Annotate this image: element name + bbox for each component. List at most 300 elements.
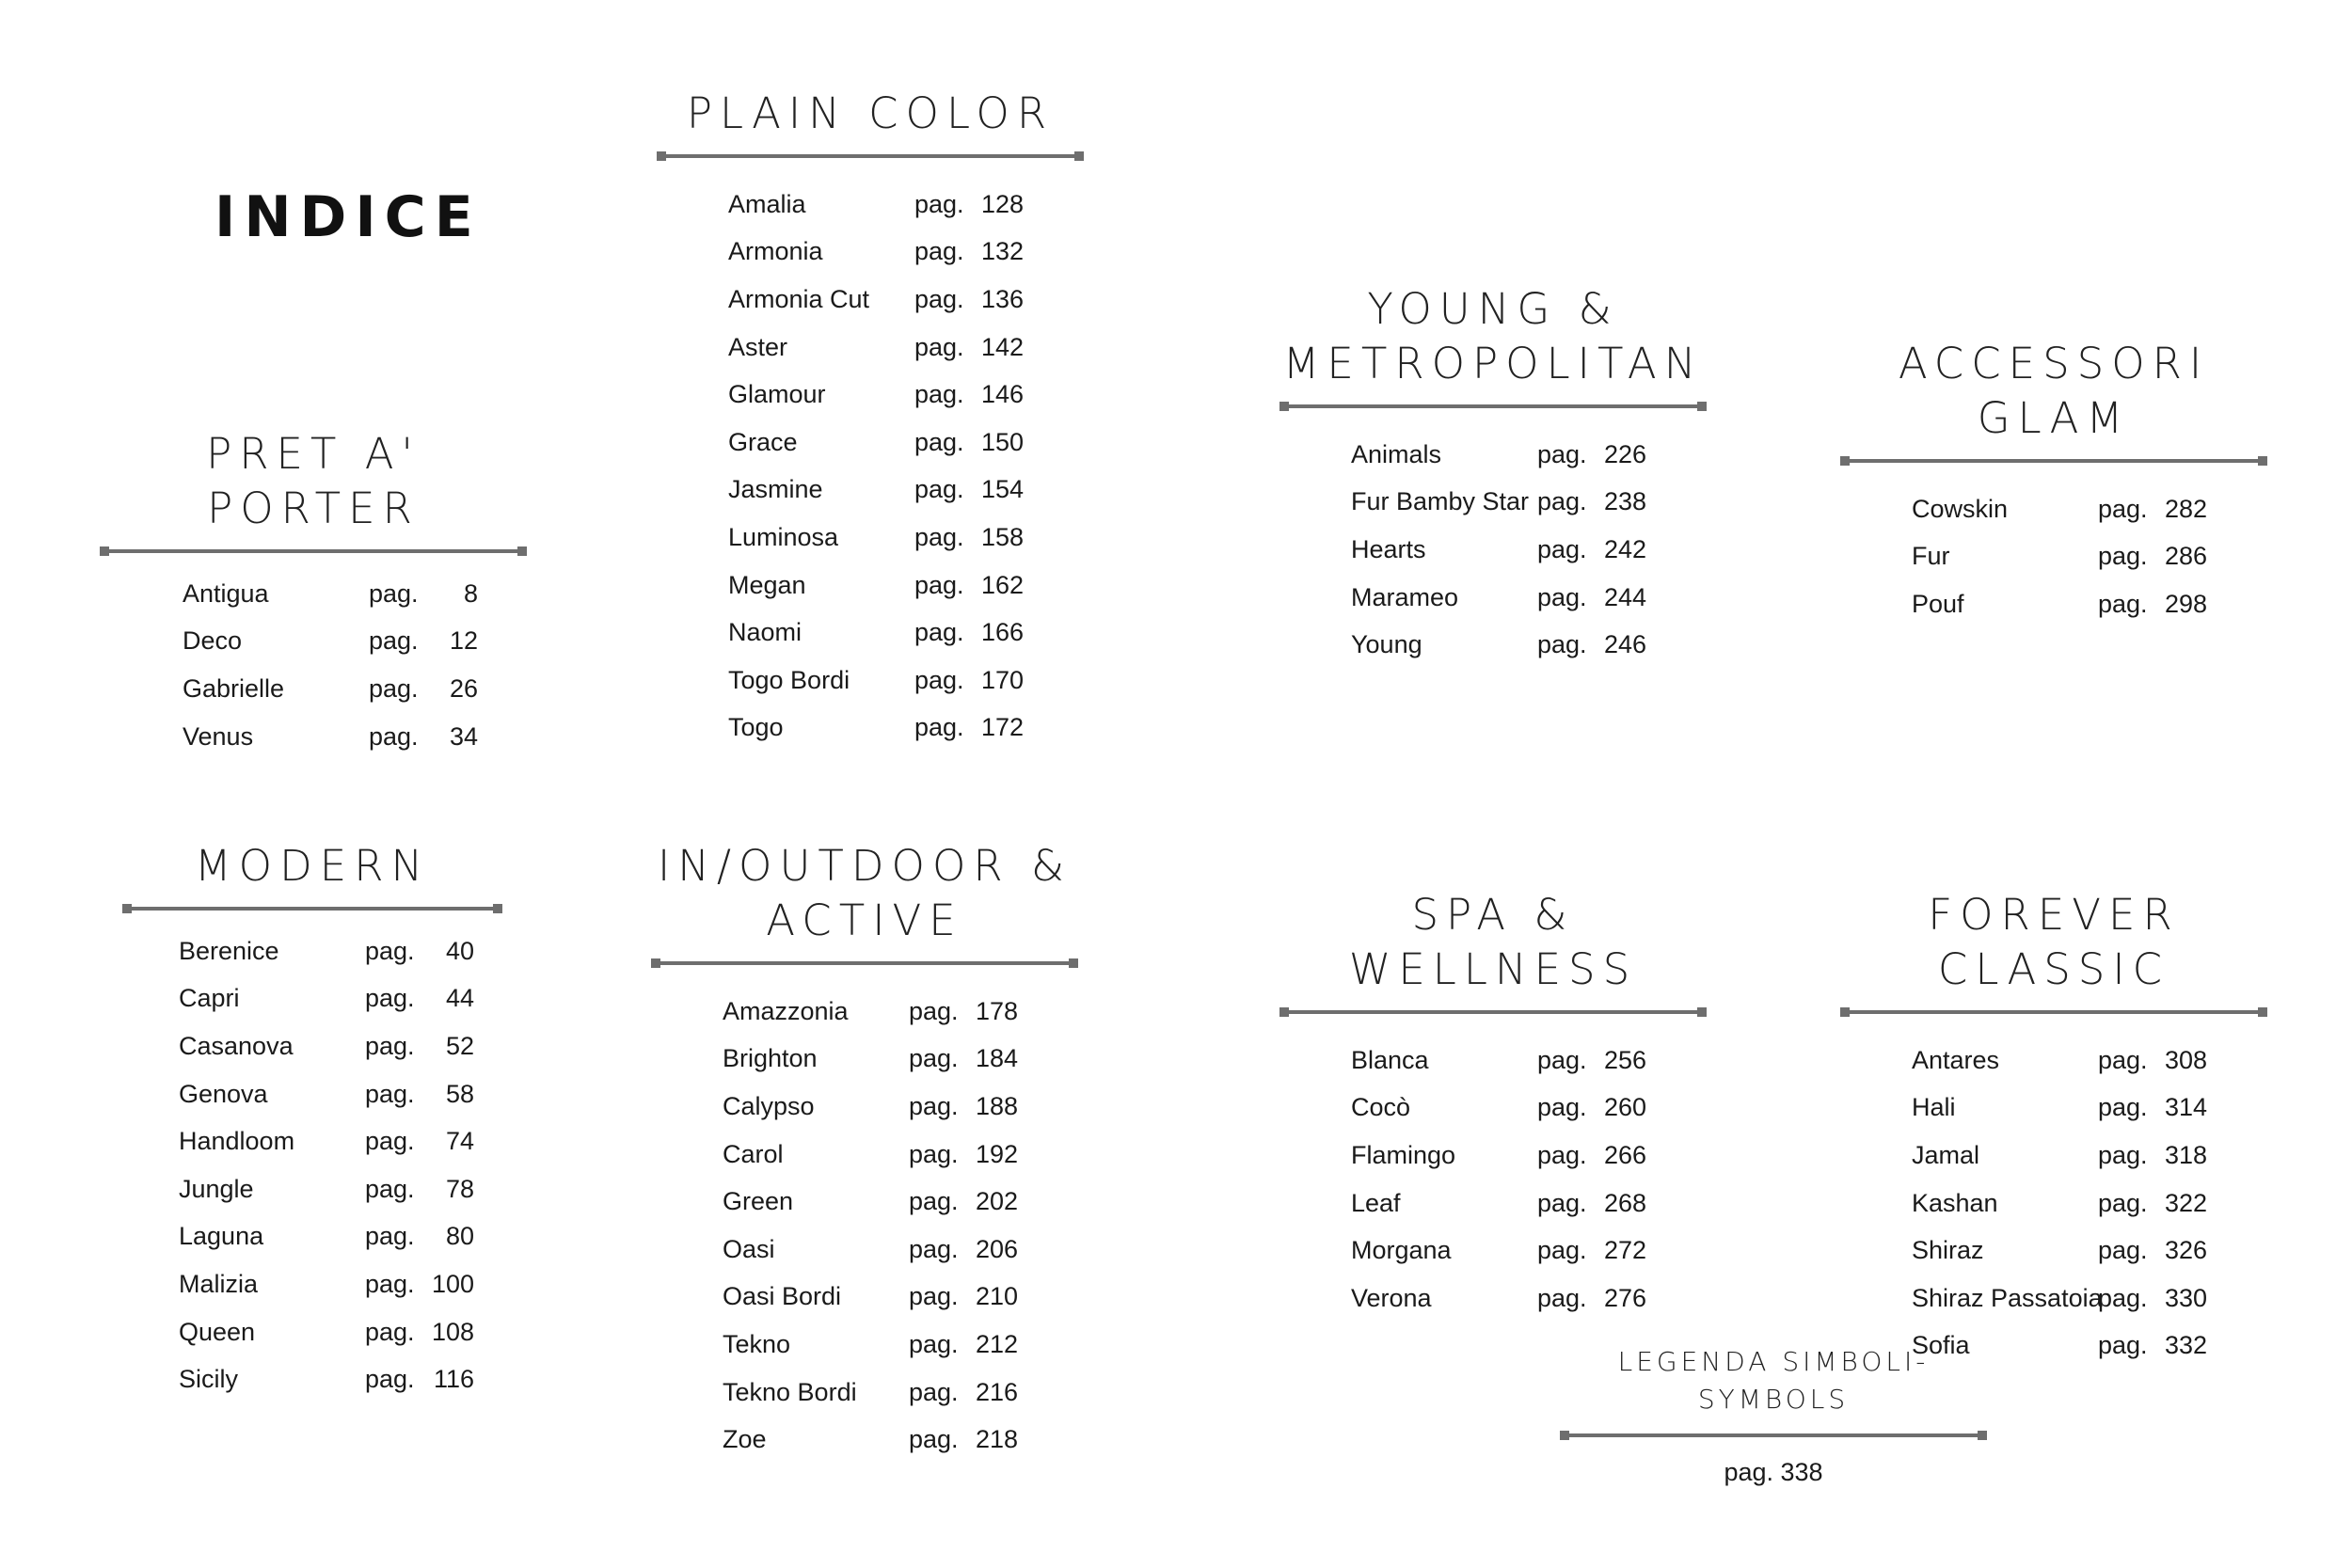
entry-name: Glamour [728,380,826,409]
entry-page [914,475,1024,504]
entry-name: Aster [728,332,788,361]
page-prefix: pag. [2098,1331,2148,1360]
page-prefix: pag. [2098,1093,2148,1122]
entry-list [659,181,1082,752]
entry-page [1537,1189,1646,1218]
index-entry [179,1117,501,1165]
page-number: 260 [1603,1093,1646,1122]
index-entry [1912,1037,2265,1085]
index-entry [1912,485,2265,533]
page-number: 276 [1603,1283,1646,1312]
index-entry [1912,1132,2265,1180]
page-number: 188 [975,1091,1018,1120]
page-number: 162 [980,570,1024,599]
section-pret-a-porter [102,427,525,760]
entry-name: Green [723,1187,794,1216]
page-number: 244 [1603,582,1646,611]
entry-name: Fur Bamby Star [1351,487,1530,516]
page-prefix: pag. [365,984,415,1013]
entry-name: Jasmine [728,475,823,504]
page-prefix: pag. [365,1031,415,1060]
section-divider [1562,1433,1985,1437]
page-number: 210 [975,1282,1018,1311]
page-number: 202 [975,1187,1018,1216]
page-prefix: pag. [1537,630,1587,659]
entry-name: Venus [183,721,254,751]
entry-page [1537,630,1646,659]
section-title: ACCESSORI GLAM [1898,339,2210,443]
section-title-line-1: IN/OUTDOOR & [657,841,1073,891]
page-prefix: pag. [365,1174,415,1203]
entry-page [914,666,1024,695]
page-prefix: pag. [2098,1140,2148,1169]
index-entry [1351,431,1705,479]
index-entry [183,618,525,666]
page-prefix: pag. [1537,487,1587,516]
page-number: 58 [445,1079,474,1108]
page-number: 12 [449,626,478,656]
page-number: 128 [980,189,1024,218]
index-entry [728,276,1082,324]
entry-name: Grace [728,427,798,456]
index-entry [1351,1037,1705,1085]
index-entry [723,1178,1076,1226]
section-divider [1842,459,2265,463]
page-prefix: pag. [909,1425,959,1454]
page-prefix: pag. [909,1234,959,1263]
page-prefix: pag. [1537,534,1587,563]
entry-page [2098,1046,2207,1075]
index-entry [1912,1180,2265,1227]
entry-name: Capri [179,984,240,1013]
index-entry [723,1226,1076,1274]
index-entry [728,419,1082,467]
page-prefix: pag. [914,237,964,266]
page-prefix: pag. [914,380,964,409]
page-prefix: pag. [909,1139,959,1168]
entry-page [909,997,1018,1026]
page-number: 212 [975,1329,1018,1358]
entry-page [365,1127,474,1156]
entry-name: Morgana [1351,1236,1452,1265]
entry-page [1537,1093,1646,1122]
page-number: 268 [1603,1188,1646,1217]
entry-name: Luminosa [728,522,839,551]
entry-page [909,1425,1018,1454]
entry-page [914,713,1024,742]
page-prefix: pag. [365,1365,415,1394]
page-prefix: pag. [909,1329,959,1358]
entry-name: Shiraz Passatoia [1912,1283,2103,1312]
page-prefix: pag. [914,332,964,361]
page-prefix: pag. [1537,439,1587,468]
entry-name: Cowskin [1912,494,2009,523]
entry-name: Amalia [728,189,806,218]
section-divider [1281,1010,1705,1014]
index-entry [179,1070,501,1118]
section-title-line-1: YOUNG & [1367,284,1619,334]
index-entry [728,324,1082,372]
entry-page [1537,1141,1646,1170]
entry-page [2098,542,2207,571]
page-prefix: pag. [2098,494,2148,523]
entry-page [1537,440,1646,469]
entry-page [369,626,478,656]
entry-page [914,285,1024,314]
entry-list [1842,1037,2265,1370]
page-prefix: pag. [365,1269,415,1298]
entry-name: Megan [728,570,806,599]
index-entry [1351,621,1705,669]
entry-name: Malizia [179,1269,259,1298]
page-prefix: pag. [914,189,964,218]
entry-page [365,1175,474,1204]
index-entry [1351,1275,1705,1323]
page-prefix: pag. [914,713,964,742]
page-number: 266 [1603,1140,1646,1169]
page-number: 314 [2164,1093,2207,1122]
page-number: 184 [975,1044,1018,1073]
section-modern [124,839,501,1403]
entry-name: Antigua [183,578,269,608]
page-number: 150 [980,427,1024,456]
page-number: 8 [463,578,478,608]
index-entry [1912,533,2265,581]
index-entry [723,1083,1076,1131]
index-entry [723,1274,1076,1322]
page-prefix: pag. [365,1222,415,1251]
page-number: 218 [975,1425,1018,1454]
entry-name: Sicily [179,1365,239,1394]
page-prefix: pag. [1537,1140,1587,1169]
entry-page [914,237,1024,266]
page-number: 108 [431,1317,474,1346]
entry-page [2098,1236,2207,1265]
entry-name: Kashan [1912,1188,1998,1217]
index-entry [723,988,1076,1036]
entry-page [365,1318,474,1347]
page-number: 34 [449,721,478,751]
page-prefix: pag. [914,522,964,551]
page-prefix: pag. [369,626,419,656]
legend-page: pag. 338 [1724,1458,1823,1486]
entry-name: Marameo [1351,582,1459,611]
page-number: 158 [980,522,1024,551]
entry-name: Tekno [723,1329,791,1358]
page-prefix: pag. [365,1127,415,1156]
page-number: 332 [2164,1331,2207,1360]
entry-name: Brighton [723,1044,818,1073]
entry-name: Hearts [1351,534,1426,563]
entry-name: Shiraz [1912,1236,1984,1265]
page-number: 136 [980,284,1024,313]
entry-page [914,428,1024,457]
index-entry [183,665,525,713]
entry-page [2098,495,2207,524]
page-prefix: pag. [914,665,964,694]
entry-list [124,927,501,1403]
entry-name: Sofia [1912,1331,1970,1360]
section-title-line-2: ACTIVE [766,895,963,945]
index-entry [1351,1085,1705,1132]
entry-page [2098,1189,2207,1218]
page-number: 318 [2164,1140,2207,1169]
section-in-outdoor-active [653,839,1076,1464]
page-prefix: pag. [909,996,959,1025]
entry-page [365,1080,474,1109]
index-entry [179,1213,501,1261]
entry-name: Gabrielle [183,673,285,703]
page-number: 132 [980,237,1024,266]
page-number: 242 [1603,534,1646,563]
entry-name: Animals [1351,439,1442,468]
entry-name: Antares [1912,1045,2000,1074]
page-prefix: pag. [369,721,419,751]
index-entry [183,713,525,761]
entry-page [1537,583,1646,612]
entry-name: Jamal [1912,1140,1980,1169]
entry-page [909,1235,1018,1264]
page-number: 326 [2164,1236,2207,1265]
page-prefix: pag. [909,1091,959,1120]
page-prefix: pag. [909,1377,959,1406]
section-spa-wellness [1281,888,1705,1323]
page-prefix: pag. [914,475,964,504]
section-young-metropolitan [1281,282,1705,669]
index-entry [728,609,1082,657]
entry-page [369,722,478,752]
index-entry [179,1165,501,1213]
page-number: 216 [975,1377,1018,1406]
index-entry [723,1321,1076,1369]
page-prefix: pag. [2098,542,2148,571]
entry-page [2098,1284,2207,1313]
page-number: 40 [445,936,474,965]
entry-name: Calypso [723,1091,815,1120]
entry-page [914,380,1024,409]
entry-page [2098,1331,2207,1360]
entry-name: Casanova [179,1031,294,1060]
page-number: 26 [449,673,478,703]
page-prefix: pag. [2098,1045,2148,1074]
entry-page [1537,1046,1646,1075]
entry-name: Berenice [179,936,279,965]
index-entry [723,1036,1076,1084]
page-number: 166 [980,618,1024,647]
page-prefix: pag. [914,427,964,456]
section-title: FOREVER CLASSIC [1928,890,2180,994]
index-entry [728,181,1082,229]
entry-name: Hali [1912,1093,1956,1122]
section-divider [124,907,501,911]
page-prefix: pag. [1537,1283,1587,1312]
section-divider [653,961,1076,965]
entry-page [909,1282,1018,1311]
index-entry [1351,1180,1705,1227]
entry-name: Tekno Bordi [723,1377,857,1406]
section-title: MODERN [194,841,431,891]
page-number: 116 [433,1365,474,1394]
page-number: 282 [2164,494,2207,523]
page-prefix: pag. [909,1044,959,1073]
index-entry [728,514,1082,562]
entry-page [365,1222,474,1251]
entry-name: Queen [179,1317,256,1346]
index-entry [179,1260,501,1308]
page-number: 322 [2164,1188,2207,1217]
entry-list [1281,431,1705,669]
entry-name: Togo Bordi [728,665,850,694]
section-divider [1842,1010,2265,1014]
index-entry [728,371,1082,419]
entry-page [914,523,1024,552]
entry-name: Oasi [723,1234,775,1263]
index-entry [1912,1085,2265,1132]
page-prefix: pag. [365,1317,415,1346]
section-title-line-2: METROPOLITAN [1282,339,1704,388]
index-entry [179,1355,501,1403]
legend-title: LEGENDA SIMBOLI-SYMBOLS [1617,1346,1930,1415]
page-number: 142 [980,332,1024,361]
entry-page [1537,535,1646,564]
entry-list [1281,1037,1705,1323]
entry-page [1537,1284,1646,1313]
page-number: 80 [445,1222,474,1251]
entry-name: Fur [1912,542,1950,571]
entry-list [1842,485,2265,628]
page-prefix: pag. [369,673,419,703]
entry-page [365,937,474,966]
entry-page [365,1270,474,1299]
entry-page [909,1044,1018,1073]
entry-page [909,1330,1018,1359]
page-prefix: pag. [2098,1283,2148,1312]
page-prefix: pag. [1537,582,1587,611]
index-entry [179,1308,501,1356]
page-prefix: pag. [914,570,964,599]
page-number: 100 [431,1269,474,1298]
page-prefix: pag. [909,1187,959,1216]
section-divider [659,154,1082,158]
index-entry [723,1369,1076,1417]
entry-name: Flamingo [1351,1140,1456,1169]
entry-page [909,1092,1018,1121]
section-title: SPA & WELLNESS [1348,890,1638,994]
entry-name: Genova [179,1079,268,1108]
section-title: PRET A' PORTER [206,429,421,533]
entry-name: Handloom [179,1127,295,1156]
entry-name: Cocò [1351,1093,1411,1122]
page-number: 256 [1603,1045,1646,1074]
entry-name: Carol [723,1139,784,1168]
section-divider [102,549,525,553]
index-entry [1912,1227,2265,1275]
entry-page [1537,1236,1646,1265]
entry-page [365,984,474,1013]
entry-name: Zoe [723,1425,767,1454]
entry-name: Oasi Bordi [723,1282,842,1311]
page-number: 226 [1603,439,1646,468]
section-divider [1281,404,1705,408]
page-prefix: pag. [1537,1188,1587,1217]
entry-page [909,1140,1018,1169]
page-prefix: pag. [914,284,964,313]
section-legenda [1562,1343,1985,1487]
page-prefix: pag. [909,1282,959,1311]
entry-page [365,1032,474,1061]
entry-name: Young [1351,630,1422,659]
page-number: 272 [1603,1236,1646,1265]
entry-name: Verona [1351,1283,1432,1312]
entry-page [369,579,478,609]
section-title: PLAIN COLOR [686,88,1055,138]
entry-name: Naomi [728,618,803,647]
entry-name: Togo [728,713,784,742]
page-number: 52 [445,1031,474,1060]
section-forever-classic [1842,888,2265,1370]
page-prefix: pag. [1537,1236,1587,1265]
page-prefix: pag. [365,936,415,965]
page-prefix: pag. [914,618,964,647]
page-prefix: pag. [365,1079,415,1108]
section-accessori-glam [1842,337,2265,628]
entry-name: Laguna [179,1222,264,1251]
page-prefix: pag. [2098,589,2148,618]
entry-page [369,674,478,704]
page-number: 178 [975,996,1018,1025]
entry-page [914,333,1024,362]
page-number: 298 [2164,589,2207,618]
entry-page [914,571,1024,600]
index-entry [179,1022,501,1070]
entry-name: Jungle [179,1174,254,1203]
index-entry [728,657,1082,705]
entry-name: Armonia Cut [728,284,870,313]
page-prefix: pag. [1537,1093,1587,1122]
entry-page [909,1378,1018,1407]
index-entry [1351,1227,1705,1275]
entry-name: Amazzonia [723,996,849,1025]
entry-name: Blanca [1351,1045,1429,1074]
index-entry [723,1131,1076,1179]
page-number: 154 [980,475,1024,504]
index-entry [728,562,1082,610]
page-number: 246 [1603,630,1646,659]
index-entry [1912,580,2265,628]
entry-name: Armonia [728,237,823,266]
page-prefix: pag. [1537,1045,1587,1074]
page-prefix: pag. [2098,1236,2148,1265]
entry-page [1537,487,1646,516]
index-entry [723,1416,1076,1464]
page-number: 330 [2164,1283,2207,1312]
entry-page [2098,1141,2207,1170]
page-prefix: pag. [2098,1188,2148,1217]
index-entry [1351,574,1705,622]
index-entry [1351,526,1705,574]
page-number: 308 [2164,1045,2207,1074]
page-number: 146 [980,380,1024,409]
entry-name: Deco [183,626,243,656]
page-number: 172 [980,713,1024,742]
index-entry [1351,1132,1705,1180]
page-number: 238 [1603,487,1646,516]
page-number: 78 [445,1174,474,1203]
entry-page [909,1187,1018,1216]
index-entry [1351,479,1705,527]
index-entry [179,975,501,1023]
index-entry [183,570,525,618]
